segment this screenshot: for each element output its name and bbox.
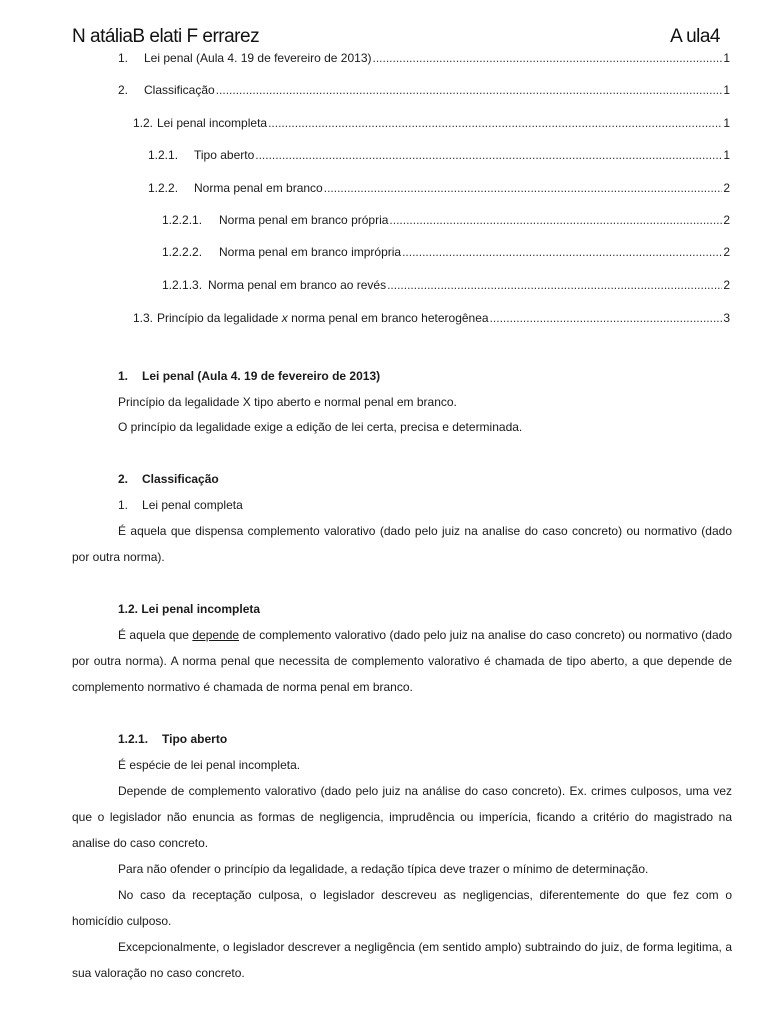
toc-number: 1.2.2.1. bbox=[162, 213, 203, 227]
toc-leader bbox=[402, 245, 722, 259]
toc-page: 1 bbox=[723, 116, 730, 130]
toc-title-part: norma penal em branco heterogênea bbox=[287, 311, 489, 325]
toc-entry[interactable] bbox=[148, 148, 730, 162]
toc-title: Norma penal em branco ao revés bbox=[208, 278, 387, 292]
toc-number: 1.2.1. bbox=[148, 148, 179, 162]
toc-page: 2 bbox=[723, 181, 730, 195]
toc-number: 1. bbox=[118, 51, 129, 65]
toc-number: 1.2.2. bbox=[148, 181, 179, 195]
section-number: 2. bbox=[118, 472, 129, 486]
underlined-word: depende bbox=[192, 628, 240, 642]
toc-leader bbox=[373, 51, 723, 65]
paragraph: O princípio da legalidade exige a edição de lei certa, precisa e determinada. bbox=[118, 420, 523, 434]
paragraph: Excepcionalmente, o legislador descrever a negligência (em sentido amplo) subtraindo do juiz, de forma legitima, a sua valoração no caso concreto. bbox=[72, 940, 732, 980]
toc-leader bbox=[387, 278, 722, 292]
toc-title bbox=[157, 311, 489, 325]
page-header bbox=[72, 26, 720, 48]
section-1-2-heading: 1.2. Lei penal incompleta bbox=[118, 602, 261, 616]
toc-title: Tipo aberto bbox=[194, 148, 255, 162]
text-run: É aquela que bbox=[118, 628, 193, 642]
section-1-heading bbox=[72, 363, 768, 389]
toc-number: 2. bbox=[118, 83, 129, 97]
paragraph: É aquela que dispensa complemento valorativo (dado pelo juiz na analise do caso concreto) ou normativo (dado por outra norma). bbox=[72, 524, 732, 564]
toc-entry[interactable] bbox=[148, 181, 730, 195]
toc-page: 1 bbox=[723, 83, 730, 97]
text-run: de complemento valorativo (dado pelo juiz na analise do caso concreto) ou normativo (dado por outra norma). A norma penal que necessita de complemento valorativo é chamada de tipo aberto, a que depende de complemento normativo é chamada de norma penal em branco. bbox=[72, 628, 732, 694]
toc-title: Lei penal incompleta bbox=[157, 116, 268, 130]
toc-entry[interactable] bbox=[162, 213, 730, 227]
toc-title: Lei penal (Aula 4. 19 de fevereiro de 2013) bbox=[144, 51, 372, 65]
toc-leader bbox=[255, 148, 722, 162]
section-title: Tipo aberto bbox=[162, 732, 228, 746]
toc-number: 1.2.2.2. bbox=[162, 245, 203, 259]
toc-entry[interactable] bbox=[133, 116, 730, 130]
toc-page: 2 bbox=[723, 278, 730, 292]
toc-leader bbox=[389, 213, 722, 227]
toc-leader bbox=[324, 181, 723, 195]
section-number: 1.2.1. bbox=[118, 732, 149, 746]
toc-number: 1.3. bbox=[133, 311, 154, 325]
toc-title: Norma penal em branco imprópria bbox=[219, 245, 402, 259]
toc-entry[interactable] bbox=[118, 51, 730, 65]
section-title: Lei penal (Aula 4. 19 de fevereiro de 2013) bbox=[142, 369, 381, 383]
toc-title-part: Princípio da legalidade bbox=[157, 311, 282, 325]
toc-number: 1.2. bbox=[133, 116, 154, 130]
toc-leader bbox=[216, 83, 723, 97]
toc-page: 2 bbox=[723, 245, 730, 259]
section-number: 1. bbox=[118, 369, 129, 383]
subsection-heading bbox=[72, 492, 768, 518]
toc-entry[interactable] bbox=[118, 83, 730, 97]
toc-page: 3 bbox=[723, 311, 730, 325]
paragraph: No caso da receptação culposa, o legislador descreveu as negligencias, diferentemente do que fez com o homicídio culposo. bbox=[72, 888, 732, 928]
section-1-2-1-heading bbox=[72, 726, 768, 752]
toc-title: Norma penal em branco bbox=[194, 181, 323, 195]
section-title: Classificação bbox=[142, 472, 219, 486]
toc-page: 1 bbox=[723, 51, 730, 65]
paragraph: Para não ofender o princípio da legalidade, a redação típica deve trazer o mínimo de determinação. bbox=[118, 862, 649, 876]
paragraph: É espécie de lei penal incompleta. bbox=[118, 758, 301, 772]
section-title: Lei penal completa bbox=[142, 498, 243, 512]
lesson-label: A ula4 bbox=[670, 26, 720, 47]
toc-page: 1 bbox=[723, 148, 730, 162]
toc-entry[interactable] bbox=[133, 311, 730, 325]
paragraph bbox=[72, 622, 732, 700]
toc-page: 2 bbox=[723, 213, 730, 227]
paragraph: Depende de complemento valorativo (dado pelo juiz na análise do caso concreto). Ex. crimes culposos, uma vez que o legislador não enuncia as formas de negligencia, imprudência ou imperícia, ficando a critério do magistrado na analise do caso concreto. bbox=[72, 784, 732, 850]
section-number: 1. bbox=[118, 498, 129, 512]
toc-entry[interactable] bbox=[162, 278, 730, 292]
paragraph: Princípio da legalidade X tipo aberto e normal penal em branco. bbox=[118, 395, 457, 409]
toc-leader bbox=[268, 116, 722, 130]
toc-title: Norma penal em branco própria bbox=[219, 213, 389, 227]
toc-title-italic: x bbox=[281, 311, 288, 325]
toc-entry[interactable] bbox=[162, 245, 730, 259]
toc-title: Classificação bbox=[144, 83, 215, 97]
section-2-heading bbox=[72, 466, 768, 492]
toc-number: 1.2.1.3. bbox=[162, 278, 203, 292]
toc-leader bbox=[490, 311, 723, 325]
author-name: N atáliaB elati F errarez bbox=[72, 26, 260, 47]
